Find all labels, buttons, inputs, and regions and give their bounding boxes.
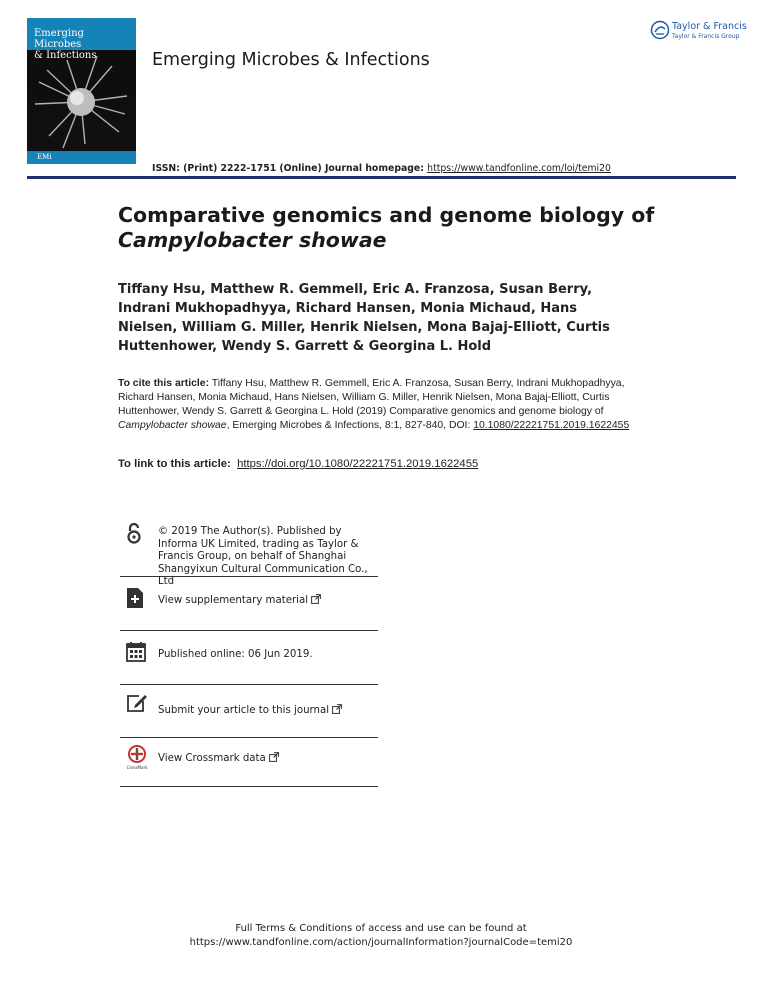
add-document-icon [126,587,144,609]
cover-strip: EMi [27,151,136,164]
calendar-icon [126,641,146,662]
supplementary-link[interactable]: View supplementary material [158,595,309,606]
species-name: Campylobacter showae [118,228,387,252]
submit-article-link[interactable]: Submit your article to this journal [158,705,330,716]
taylor-francis-logo-icon [650,20,670,40]
article-link-line [118,458,478,470]
cover-title: Emerging Microbes & Infections [34,28,97,61]
virus-illustration-image [27,52,136,152]
published-row [120,631,378,685]
article-title: Comparative genomics and genome biology of Campylobacter showae [118,203,655,252]
issn-line [152,163,611,174]
open-access-lock-icon [126,522,142,544]
journal-cover [27,18,136,164]
link-label: To link to this article: [118,458,231,470]
publisher-logo[interactable] [650,20,750,46]
license-row [120,518,378,587]
header-divider [27,176,736,179]
journal-homepage-link[interactable]: https://www.tandfonline.com/loi/temi20 [427,163,611,174]
citation-block: To cite this article: Tiffany Hsu, Matthew R. Gemmell, Eric A. Franzosa, Susan Berry, Indrani Mukhopadhyya, Richard Hansen, Monia Michaud, Hans Nielsen, William G. Miller, Henrik Nielsen, Mona Bajaj-Elliott, Curtis Huttenhower, Wendy S. Garrett & Georgina L. Hold (2019) Comparative genomics and genome biology of Campylobacter showae, Emerging Microbes & Infections, 8:1, 827-840, DOI: 10.1080/22221751.2019.1622455 [118,378,630,431]
license-text: © 2019 The Author(s). Published by Informa UK Limited, trading as Taylor & Francis Group, on behalf of Shanghai Shangyixun Cultural Communication Co., Ltd [158,526,368,587]
external-link-icon [269,752,279,762]
doi-link[interactable]: 10.1080/22221751.2019.1622455 [473,420,630,431]
crossmark-row[interactable] [120,738,378,787]
article-info-box [120,518,378,787]
external-link-icon [311,594,321,604]
external-link-icon [332,704,342,714]
publisher-name: Taylor & Francis [672,21,747,32]
supplementary-row[interactable] [120,577,378,631]
article-doi-url[interactable]: https://doi.org/10.1080/22221751.2019.1622455 [237,458,479,470]
svg-text:CrossMark: CrossMark [126,765,148,770]
terms-link[interactable]: https://www.tandfonline.com/action/journalInformation?journalCode=temi20 [189,937,573,948]
issn-text: ISSN: (Print) 2222-1751 (Online) Journal homepage: [152,163,428,174]
submit-row[interactable] [120,685,378,738]
author-list: Tiffany Hsu, Matthew R. Gemmell, Eric A. Franzosa, Susan Berry, Indrani Mukhopadhyya, Richard Hansen, Monia Michaud, Hans Nielsen, William G. Miller, Henrik Nielsen, Mona Bajaj-Elliott, Curtis Huttenhower, Wendy S. Garrett & Georgina L. Hold [118,282,610,354]
crossmark-link[interactable]: View Crossmark data [158,753,266,764]
crossmark-icon [124,744,150,770]
citation-label: To cite this article: [118,378,210,389]
edit-icon [126,693,148,713]
footer-terms: Full Terms & Conditions of access and use can be found at https://www.tandfonline.com/action/journalInformation?journalCode=temi20 [0,922,762,950]
published-date: Published online: 06 Jun 2019. [158,649,313,660]
journal-name: Emerging Microbes & Infections [152,50,430,70]
publisher-subname: Taylor & Francis Group [672,33,740,40]
